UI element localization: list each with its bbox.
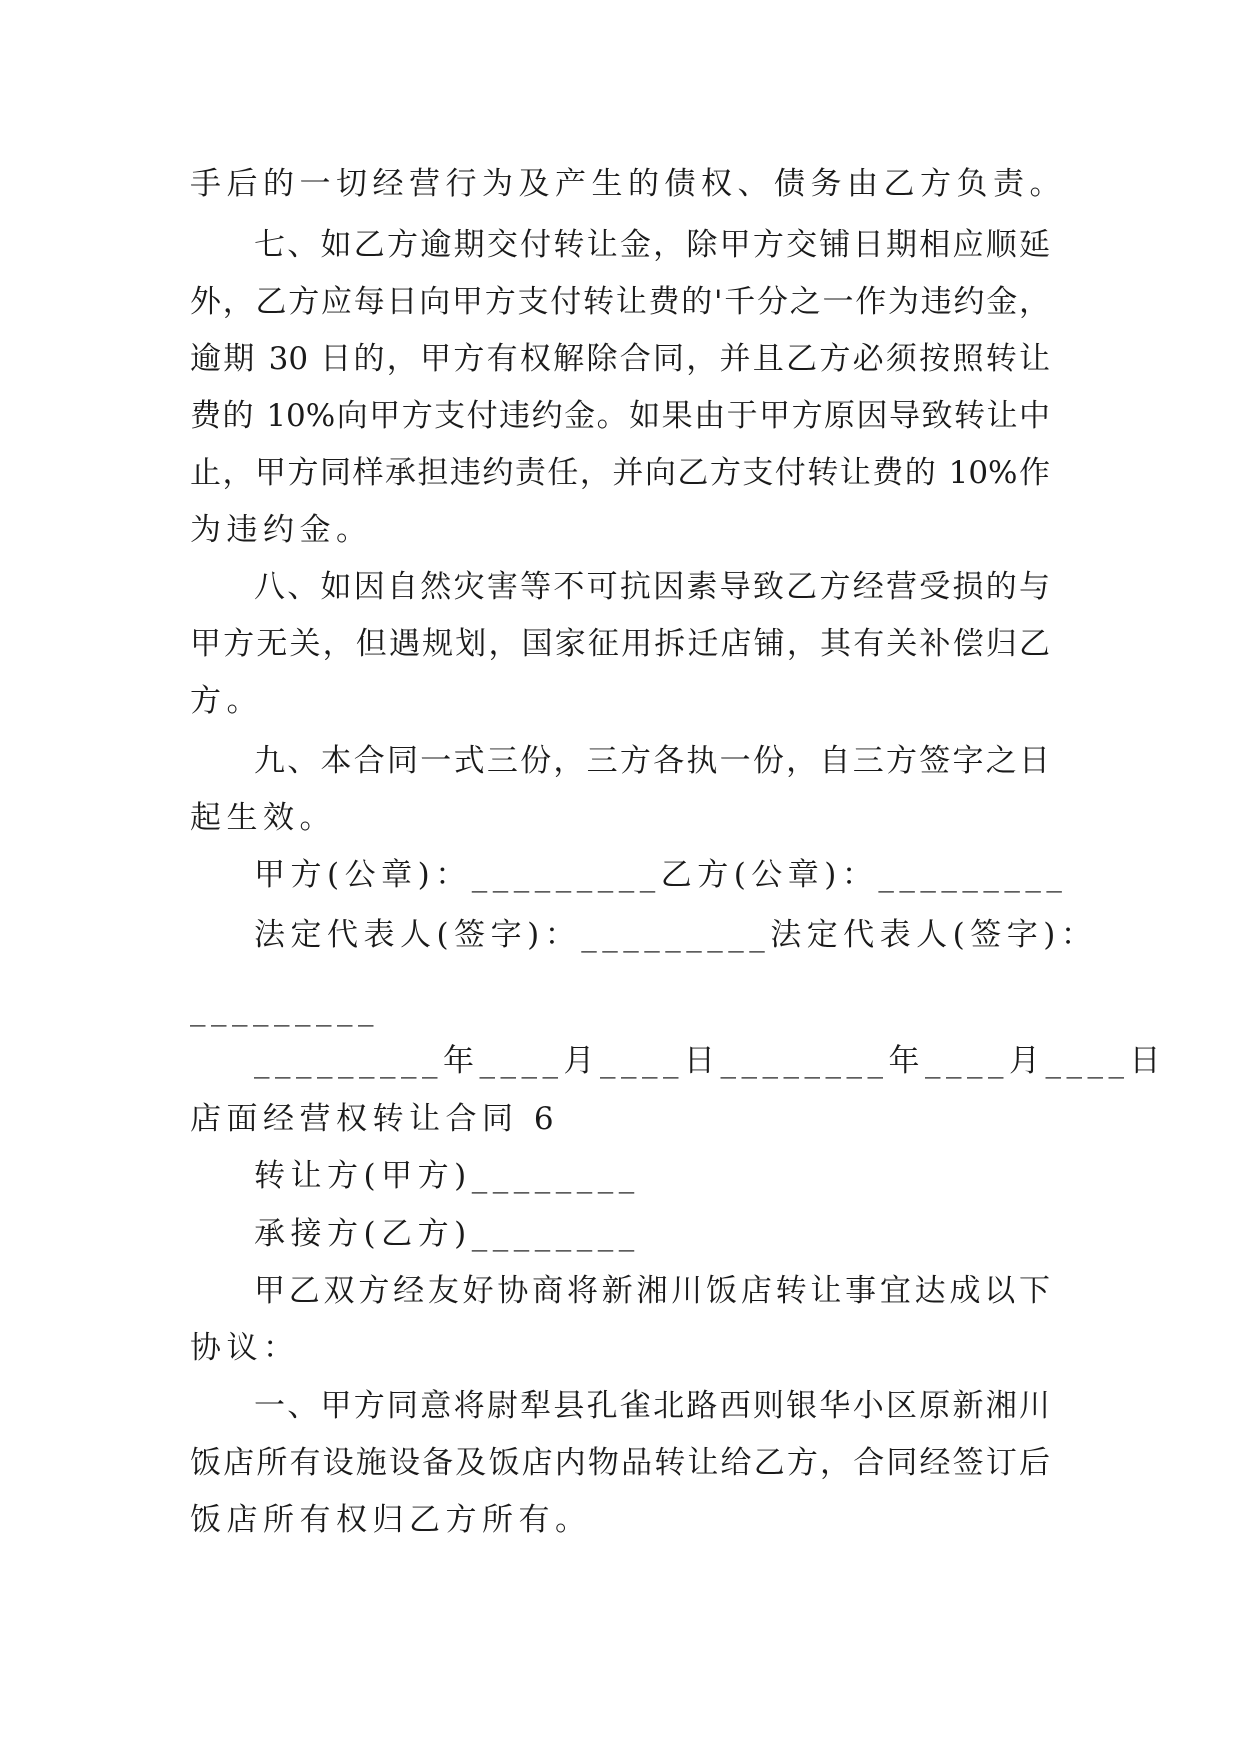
clause-7-line: 七、如乙方逾期交付转让金，除甲方交铺日期相应顺延: [254, 227, 1050, 263]
clause-8-line: 八、如因自然灾害等不可抗因素导致乙方经营受损的与: [254, 569, 1050, 605]
intro-line: 甲乙双方经友好协商将新湘川饭店转让事宜达成以下: [254, 1273, 1050, 1309]
clause-7-line: 外，乙方应每日向甲方支付转让费的'千分之一作为违约金，: [190, 284, 1050, 320]
intro-line: 协议：: [190, 1330, 300, 1366]
contract-title: 店面经营权转让合同 6: [190, 1101, 560, 1137]
transferor-line: 转让方(甲方)________: [254, 1158, 640, 1194]
transferee-line: 承接方(乙方)________: [254, 1216, 640, 1252]
text-line: 手后的一切经营行为及产生的债权、债务由乙方负责。: [190, 166, 1066, 202]
clause-8-line: 方。: [190, 683, 263, 719]
signature-line: 法定代表人(签字)：_________法定代表人(签字)：: [254, 917, 1098, 953]
clause-1-line: 饭店所有权归乙方所有。: [190, 1502, 592, 1538]
clause-8-line: 甲方无关，但遇规划，国家征用拆迁店铺，其有关补偿归乙: [190, 626, 1050, 662]
clause-1-line: 饭店所有设施设备及饭店内物品转让给乙方，合同经签订后: [190, 1445, 1050, 1481]
clause-1-line: 一、甲方同意将尉犁县孔雀北路西则银华小区原新湘川: [254, 1388, 1050, 1424]
signature-blank: _________: [190, 991, 379, 1027]
clause-9-line: 九、本合同一式三份，三方各执一份，自三方签字之日: [254, 743, 1050, 779]
clause-7-line: 止，甲方同样承担违约责任，并向乙方支付转让费的 10%作: [190, 455, 1050, 491]
clause-9-line: 起生效。: [190, 800, 336, 836]
date-line: _________年____月____日________年____月____日: [254, 1043, 1166, 1079]
clause-7-line: 为违约金。: [190, 512, 373, 548]
seal-line: 甲方(公章)：_________乙方(公章)：_________: [254, 857, 1068, 893]
clause-7-line: 逾期 30 日的，甲方有权解除合同，并且乙方必须按照转让: [190, 341, 1050, 377]
clause-7-line: 费的 10%向甲方支付违约金。如果由于甲方原因导致转让中: [190, 398, 1050, 434]
